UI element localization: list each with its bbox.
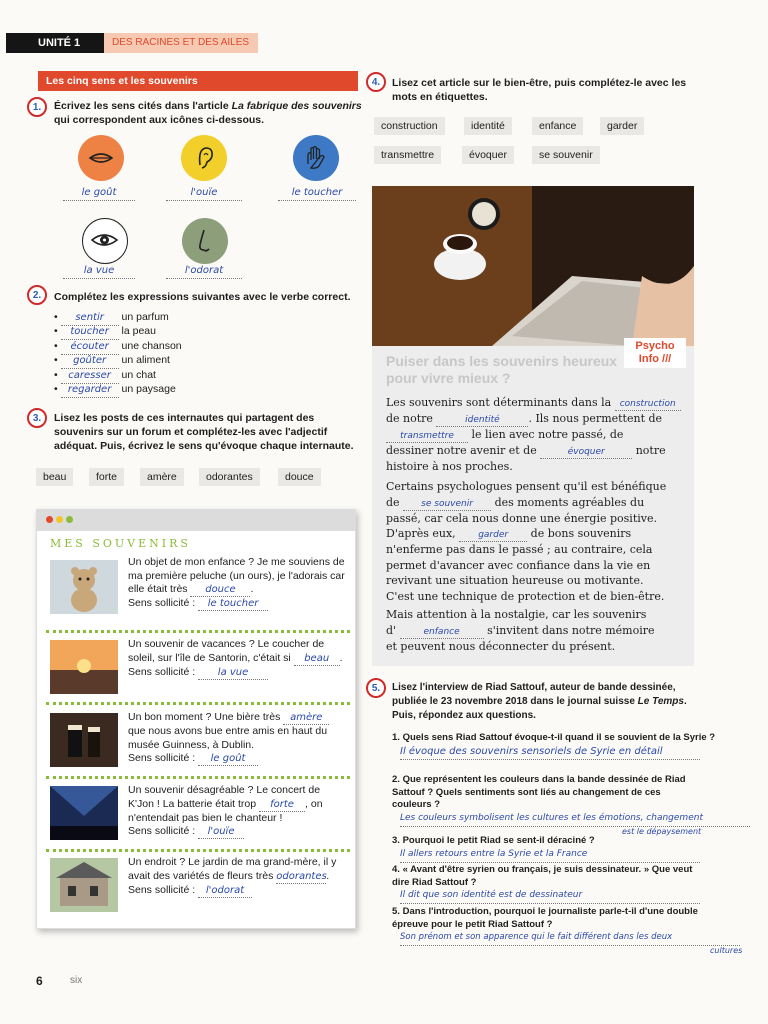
article-answer[interactable]: construction <box>615 397 681 411</box>
psycho-info-badge: Psycho Info /// <box>624 338 686 368</box>
adjective-answer[interactable]: forte <box>259 798 305 812</box>
sense-answer-4[interactable]: la vue <box>63 265 135 279</box>
article-answer[interactable]: se souvenir <box>403 497 491 511</box>
question-answer[interactable]: Les couleurs symbolisent les cultures et les émotions, changement <box>400 813 750 827</box>
word-tag: se souvenir <box>532 146 600 164</box>
question-block <box>392 774 752 836</box>
article-answer[interactable]: enfance <box>400 625 484 639</box>
question-answer[interactable]: Il évoque des souvenirs sensoriels de Syrie en détail <box>400 746 700 760</box>
page-number: 6 <box>36 974 43 988</box>
exercise-3-instruction: Lisez les posts de ces internautes qui partagent des souvenirs sur un forum et complétez-les avec l'adjectif adéquat. Puis, écrivez le sens qu'évoque chaque internaute. <box>54 412 354 452</box>
question-text: 3. Pourquoi le petit Riad se sent-il déraciné ? <box>392 835 595 846</box>
article-paragraph-3: Mais attention à la nostalgie, car les souvenirs d' enfance s'invitent dans notre mémoire et peuvent nous déconnecter du présent. <box>386 608 655 653</box>
post-text: Un objet de mon enfance ? Je me souviens de ma première peluche (un ours), je l'adorais car elle était très <box>128 556 345 595</box>
word-tag: construction <box>374 117 445 135</box>
window-dot-green <box>66 516 73 523</box>
sense-answer-5[interactable]: l'odorat <box>166 265 242 279</box>
adjective-answer[interactable]: odorantes <box>276 870 327 882</box>
forum-entry: Un objet de mon enfance ? Je me souviens de ma première peluche (un ours), je l'adorais car elle était très douce . Sens sollicité : le toucher <box>44 556 350 626</box>
forum-entry: Un endroit ? Le jardin de ma grand-mère, il y avait des variétés de fleurs très odorantes. Sens sollicité : l'odorat <box>44 856 350 918</box>
verb-answer[interactable]: écouter <box>61 341 119 355</box>
article-paragraph-2: Certains psychologues pensent qu'il est bénéfique de se souvenir des moments agréables du passé, car cela nous donne une énergie positive. D'après eux, garder de bons souvenirs n'enferme pas dans le passé ; au contraire, cela permet d'avancer avec confiance dans la vie en revivant une situation heureuse ou motivante. C'est une technique de protection et de bien-être. <box>386 480 667 603</box>
question-block <box>392 732 722 760</box>
unit-header <box>6 33 258 53</box>
question-text: 4. « Avant d'être syrien ou français, je suis dessinateur. » Que veut dire Riad Sattouf ? <box>392 864 693 888</box>
verb-answer[interactable]: regarder <box>61 384 119 398</box>
question-block <box>392 906 762 955</box>
post-text: Un souvenir de vacances ? Le coucher de soleil, sur l'île de Santorin, c'était si <box>128 638 325 664</box>
entry-divider <box>46 630 350 633</box>
forum-entry: Un souvenir désagréable ? Le concert de K'Jon ! La batterie était trop forte , on n'entendait pas bien le chanteur ! Sens sollicité : l'ouïe <box>44 784 350 846</box>
expression-item: • goûter un aliment <box>54 354 170 369</box>
sense-answer[interactable]: le toucher <box>198 597 268 611</box>
mouth-icon <box>78 135 124 181</box>
sense-answer[interactable]: la vue <box>198 666 268 680</box>
exercise-number-2: 2. <box>27 285 47 305</box>
entry-divider <box>46 702 350 705</box>
verb-answer[interactable]: goûter <box>61 355 119 369</box>
forum-entry: Un bon moment ? Une bière très amère que nous avons bue entre amis en haut du musée Guinness, à Dublin. Sens sollicité : le goût <box>44 711 350 773</box>
sense-answer-1[interactable]: le goût <box>63 187 135 201</box>
post-text: Un endroit ? Le jardin de ma grand-mère, il y avait des variétés de fleurs très <box>128 856 337 882</box>
question-text: 1. Quels sens Riad Sattouf évoque-t-il quand il se souvient de la Syrie ? <box>392 732 716 743</box>
adjective-answer[interactable]: amère <box>283 711 329 725</box>
exercise-1-instruction: Écrivez les sens cités dans l'article La fabrique des souvenirs qui correspondent aux icônes ci-dessous. <box>54 100 362 126</box>
forum-title: MES SOUVENIRS <box>50 537 191 550</box>
word-tag: douce <box>278 468 321 486</box>
verb-answer[interactable]: sentir <box>61 312 119 326</box>
word-tag: beau <box>36 468 73 486</box>
question-answer-extra: est le dépaysement <box>622 826 702 836</box>
exercise-4-instruction: Lisez cet article sur le bien-être, puis complétez-le avec les mots en étiquettes. <box>392 77 687 103</box>
adjective-answer[interactable]: beau <box>294 652 340 666</box>
word-tag: enfance <box>532 117 583 135</box>
sense-answer-3[interactable]: le toucher <box>278 187 356 201</box>
word-tag: amère <box>140 468 184 486</box>
sense-answer[interactable]: l'odorat <box>198 884 252 898</box>
exercise-number-3: 3. <box>27 408 47 428</box>
exercise-number-1: 1. <box>27 97 47 117</box>
unit-label: UNITÉ 1 <box>6 33 104 53</box>
question-answer-extra: cultures <box>710 946 743 955</box>
article-answer[interactable]: transmettre <box>386 429 468 443</box>
unit-title: DES RACINES ET DES AILES <box>104 33 258 53</box>
post-text: Un bon moment ? Une bière très <box>128 711 281 723</box>
question-answer[interactable]: Son prénom et son apparence qui le fait différent dans les deux <box>400 932 740 946</box>
expression-item: • écouter une chanson <box>54 340 182 355</box>
page-word: six <box>70 975 83 986</box>
exercise-number-5: 5. <box>366 678 386 698</box>
expression-item: • toucher la peau <box>54 325 156 340</box>
house-garden-image <box>50 858 118 912</box>
article-answer[interactable]: évoquer <box>540 445 632 459</box>
forum-entry: Un souvenir de vacances ? Le coucher de soleil, sur l'île de Santorin, c'était si beau . Sens sollicité : la vue <box>44 638 350 696</box>
word-tag: identité <box>464 117 512 135</box>
exercise-number-4: 4. <box>366 72 386 92</box>
article-title: Puiser dans les souvenirs heureux pour vivre mieux ? <box>386 353 618 386</box>
beer-image <box>50 713 118 767</box>
sense-answer[interactable]: le goût <box>198 752 258 766</box>
exercise-2-instruction: Complétez les expressions suivantes avec le verbe correct. <box>54 291 351 303</box>
question-answer[interactable]: Il allers retours entre la Syrie et la France <box>400 849 700 863</box>
hand-icon <box>293 135 339 181</box>
question-answer[interactable]: Il dit que son identité est de dessinateur <box>400 890 700 904</box>
exercise-5-instruction: Lisez l'interview de Riad Sattouf, auteur de bande dessinée, publiée le 23 novembre 2018 dans le journal suisse Le Temps. Puis, répondez aux questions. <box>392 682 687 721</box>
question-text: 5. Dans l'introduction, pourquoi le journaliste parle-t-il d'une double épreuve pour le petit Riad Sattouf ? <box>392 906 698 930</box>
eye-icon <box>82 218 128 264</box>
word-tag: évoquer <box>462 146 514 164</box>
expression-item: • sentir un parfum <box>54 311 169 326</box>
expression-item: • regarder un paysage <box>54 383 176 398</box>
teddy-bear-image <box>50 560 118 614</box>
verb-answer[interactable]: caresser <box>61 370 119 384</box>
section-title: Les cinq sens et les souvenirs <box>38 71 358 91</box>
sense-answer-2[interactable]: l'ouïe <box>166 187 242 201</box>
window-dot-red <box>46 516 53 523</box>
word-tag: transmettre <box>374 146 441 164</box>
entry-divider <box>46 849 350 852</box>
window-dot-yellow <box>56 516 63 523</box>
verb-answer[interactable]: toucher <box>61 326 119 340</box>
question-block <box>392 864 722 904</box>
coffee-newspaper-photo <box>372 186 694 346</box>
question-text: 2. Que représentent les couleurs dans la bande dessinée de Riad Sattouf ? Quels sentiments sont liés au changement de ces couleurs ? <box>392 774 686 810</box>
article-answer[interactable]: garder <box>459 528 527 542</box>
sunset-image <box>50 640 118 694</box>
post-text: Un souvenir désagréable ? Le concert de K'Jon ! La batterie était trop <box>128 784 321 810</box>
question-block <box>392 835 722 863</box>
forum-titlebar <box>36 509 356 531</box>
article-answer[interactable]: identité <box>436 413 528 427</box>
word-tag: garder <box>600 117 644 135</box>
ear-icon <box>181 135 227 181</box>
adjective-answer[interactable]: douce <box>190 583 250 597</box>
concert-image <box>50 786 118 840</box>
article-paragraph-1: Les souvenirs sont déterminants dans la construction de notre identité . Ils nous permettent de transmettre le lien avec notre passé, de dessiner notre avenir et de évoquer notre histoire à nos proches. <box>386 395 686 475</box>
nose-icon <box>182 218 228 264</box>
sense-answer[interactable]: l'ouïe <box>198 825 244 839</box>
expression-item: • caresser un chat <box>54 369 156 384</box>
entry-divider <box>46 776 350 779</box>
word-tag: forte <box>89 468 124 486</box>
word-tag: odorantes <box>199 468 260 486</box>
